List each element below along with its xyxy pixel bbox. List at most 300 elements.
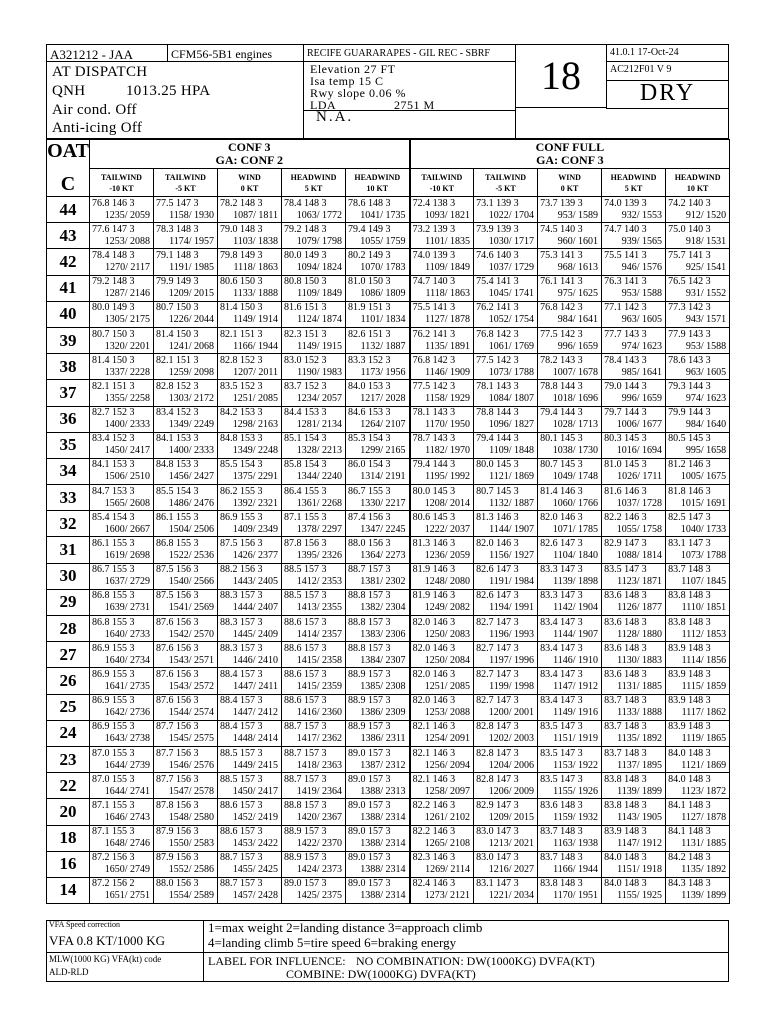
cell-weight-speed-code: 88.3 157 3 [220, 590, 263, 602]
cell-weight-speed-code: 87.1 155 3 [92, 826, 135, 838]
cell-distances: 953/ 1588 [685, 340, 727, 352]
cell-weight-speed-code: 88.6 157 3 [284, 642, 327, 654]
cell-weight-speed-code: 84.1 148 3 [668, 799, 711, 811]
table-cell [282, 458, 346, 484]
table-cell [346, 825, 410, 851]
cell-weight-speed-code: 82.1 151 3 [220, 328, 263, 340]
cell-distances: 1235/ 2059 [104, 209, 150, 221]
cell-weight-speed-code: 83.3 147 3 [540, 564, 583, 576]
cell-distances: 1147/ 1912 [617, 838, 663, 850]
cell-distances: 1174/ 1957 [169, 235, 214, 247]
cell-distances: 1107/ 1845 [681, 576, 727, 588]
table-row [47, 642, 730, 668]
cell-distances: 1109/ 1849 [297, 288, 342, 300]
table-cell [346, 301, 410, 327]
table-cell [474, 223, 538, 249]
table-cell [154, 197, 218, 223]
cell-distances: 1552/ 2586 [168, 864, 214, 876]
table-cell [410, 354, 474, 380]
table-cell [218, 406, 282, 432]
cell-weight-speed-code: 83.8 148 3 [668, 590, 711, 602]
table-cell [410, 406, 474, 432]
table-cell [154, 616, 218, 642]
cell-weight-speed-code: 76.8 142 3 [412, 354, 456, 366]
table-cell [410, 537, 474, 563]
table-cell [90, 642, 154, 668]
table-cell [602, 746, 666, 772]
cell-weight-speed-code: 86.0 154 3 [348, 459, 391, 471]
cell-weight-speed-code: 83.4 147 3 [540, 695, 583, 707]
table-cell [474, 511, 538, 537]
table-cell [538, 851, 602, 877]
cell-distances: 1328/ 2213 [296, 445, 342, 457]
cell-weight-speed-code: 83.4 147 3 [540, 668, 583, 680]
table-cell [90, 799, 154, 825]
cell-weight-speed-code: 83.8 148 3 [540, 878, 583, 890]
table-cell [602, 616, 666, 642]
cell-distances: 1055/ 1759 [360, 235, 406, 247]
cell-distances: 1506/ 2510 [104, 471, 150, 483]
cell-weight-speed-code: 80.5 145 3 [668, 433, 711, 445]
cell-weight-speed-code: 87.8 156 3 [284, 538, 327, 550]
cell-weight-speed-code: 84.0 148 3 [604, 852, 647, 864]
table-cell [410, 720, 474, 746]
cell-distances: 1109/ 1849 [425, 261, 471, 273]
table-cell [474, 537, 538, 563]
cell-weight-speed-code: 83.4 147 3 [540, 642, 583, 654]
cell-distances: 1281/ 2134 [296, 419, 342, 431]
cell-weight-speed-code: 86.1 155 3 [156, 511, 199, 523]
table-cell [346, 458, 410, 484]
cell-weight-speed-code: 81.4 150 3 [92, 354, 135, 366]
table-cell [410, 642, 474, 668]
oat-value: 34 [47, 458, 90, 484]
table-cell [410, 485, 474, 511]
cell-weight-speed-code: 87.5 156 3 [156, 590, 199, 602]
cell-distances: 1452/ 2419 [232, 811, 278, 823]
vfa-value: VFA 0.8 KT/1000 KG [49, 933, 166, 948]
table-cell [346, 851, 410, 877]
cell-distances: 1087/ 1811 [233, 209, 278, 221]
cell-weight-speed-code: 88.7 157 3 [284, 721, 327, 733]
table-cell [90, 877, 154, 903]
table-cell [90, 406, 154, 432]
cell-distances: 1641/ 2735 [104, 680, 150, 692]
cell-distances: 1256/ 2094 [424, 759, 471, 771]
cell-distances: 1600/ 2667 [104, 523, 150, 535]
cell-weight-speed-code: 88.6 157 3 [284, 616, 327, 628]
table-cell [218, 275, 282, 301]
cell-weight-speed-code: 87.6 156 3 [156, 616, 199, 628]
table-cell [474, 432, 538, 458]
cell-distances: 943/ 1571 [685, 314, 727, 326]
cell-distances: 1273/ 2121 [424, 890, 471, 902]
cell-distances: 1344/ 2240 [296, 471, 342, 483]
cell-distances: 1640/ 2734 [104, 654, 150, 666]
table-cell [154, 642, 218, 668]
cell-distances: 1643/ 2738 [104, 733, 150, 745]
cell-weight-speed-code: 86.8 155 3 [92, 616, 135, 628]
cell-weight-speed-code: 86.9 155 3 [92, 668, 135, 680]
oat-value: 14 [47, 877, 90, 903]
cell-weight-speed-code: 82.3 146 3 [412, 852, 456, 864]
cell-weight-speed-code: 83.7 148 3 [668, 564, 711, 576]
column-header [474, 169, 538, 197]
cell-distances: 1298/ 2163 [232, 419, 278, 431]
cell-weight-speed-code: 84.8 153 3 [220, 433, 263, 445]
cell-weight-speed-code: 79.0 144 3 [604, 380, 647, 392]
table-cell [218, 380, 282, 406]
cell-weight-speed-code: 83.9 148 3 [668, 721, 711, 733]
conffull-header [410, 140, 730, 169]
cell-distances: 1412/ 2353 [296, 576, 342, 588]
cell-distances: 1384/ 2307 [360, 654, 406, 666]
cell-distances: 960/ 1601 [557, 235, 599, 247]
table-cell [410, 616, 474, 642]
cell-weight-speed-code: 82.8 147 3 [476, 747, 519, 759]
table-row [47, 380, 730, 406]
table-cell [218, 485, 282, 511]
cell-distances: 1314/ 2191 [360, 471, 406, 483]
table-cell [666, 432, 730, 458]
table-cell [154, 746, 218, 772]
cell-weight-speed-code: 76.8 142 3 [476, 328, 519, 340]
cell-distances: 984/ 1640 [685, 419, 727, 431]
cell-distances: 1650/ 2749 [104, 864, 150, 876]
table-cell [282, 851, 346, 877]
table-row [47, 327, 730, 353]
table-cell [474, 249, 538, 275]
ga-conf3-label: GA: CONF 3 [536, 153, 604, 168]
table-cell [666, 668, 730, 694]
table-cell [90, 851, 154, 877]
table-cell [602, 694, 666, 720]
table-cell [410, 249, 474, 275]
cell-distances: 1137/ 1895 [617, 759, 663, 771]
cell-distances: 1416/ 2360 [296, 707, 342, 719]
table-cell [410, 563, 474, 589]
table-cell [602, 327, 666, 353]
cell-distances: 953/ 1589 [557, 209, 599, 221]
table-cell [538, 380, 602, 406]
cell-distances: 985/ 1641 [621, 366, 663, 378]
cell-weight-speed-code: 82.2 146 3 [604, 511, 647, 523]
column-header [602, 169, 666, 197]
table-cell [154, 275, 218, 301]
cell-distances: 1447/ 2412 [232, 707, 278, 719]
air-cond-label: Air cond. Off [52, 102, 137, 118]
cell-distances: 1261/ 2102 [424, 811, 471, 823]
cell-weight-speed-code: 83.6 148 3 [604, 642, 647, 654]
table-cell [154, 249, 218, 275]
cell-distances: 1234/ 2057 [296, 392, 342, 404]
cell-distances: 1123/ 1871 [617, 576, 663, 588]
cell-distances: 1112/ 1853 [681, 628, 727, 640]
cell-distances: 1182/ 1970 [425, 445, 471, 457]
cell-weight-speed-code: 82.9 147 3 [604, 538, 647, 550]
table-cell [218, 851, 282, 877]
column-header-wind: HEADWIND [354, 172, 401, 182]
cell-distances: 1202/ 2003 [488, 733, 535, 745]
cell-weight-speed-code: 77.5 142 3 [540, 328, 583, 340]
column-header-speed: 5 KT [624, 183, 643, 193]
table-cell [474, 406, 538, 432]
cell-weight-speed-code: 76.8 146 3 [92, 197, 135, 209]
table-cell [346, 432, 410, 458]
cell-weight-speed-code: 76.2 141 3 [412, 328, 456, 340]
table-cell [602, 249, 666, 275]
table-cell [538, 773, 602, 799]
cell-distances: 1213/ 2021 [488, 838, 535, 850]
table-cell [602, 589, 666, 615]
cell-distances: 1060/ 1766 [552, 497, 599, 509]
column-header-speed: -10 KT [429, 183, 454, 193]
cell-distances: 1648/ 2746 [104, 838, 150, 850]
table-cell [282, 773, 346, 799]
table-cell [538, 720, 602, 746]
cell-distances: 1619/ 2698 [104, 550, 150, 562]
cell-distances: 1221/ 2034 [488, 890, 535, 902]
table-cell [410, 458, 474, 484]
cell-distances: 1170/ 1951 [553, 890, 599, 902]
cell-weight-speed-code: 89.0 157 3 [284, 878, 327, 890]
cell-distances: 1130/ 1883 [617, 654, 663, 666]
cell-distances: 1127/ 1878 [425, 314, 471, 326]
cell-weight-speed-code: 81.9 146 3 [412, 564, 456, 576]
cell-weight-speed-code: 86.7 155 3 [348, 485, 391, 497]
table-cell [666, 406, 730, 432]
cell-distances: 1548/ 2580 [168, 811, 214, 823]
table-cell [538, 537, 602, 563]
cell-weight-speed-code: 73.1 139 3 [476, 197, 519, 209]
cell-distances: 1166/ 1944 [553, 864, 599, 876]
table-cell [474, 851, 538, 877]
cell-distances: 1258/ 2097 [424, 785, 471, 797]
oat-value: 37 [47, 380, 90, 406]
cell-distances: 932/ 1553 [621, 209, 663, 221]
cell-weight-speed-code: 80.6 145 3 [412, 511, 456, 523]
cell-distances: 1135/ 1892 [617, 733, 663, 745]
table-cell [602, 720, 666, 746]
table-cell [154, 877, 218, 903]
table-cell [346, 642, 410, 668]
mlw-label: MLW(1000 KG) VFA(kt) code [49, 954, 162, 964]
cell-distances: 1194/ 1991 [489, 602, 535, 614]
table-cell [666, 197, 730, 223]
cell-weight-speed-code: 87.9 156 3 [156, 826, 199, 838]
cell-weight-speed-code: 81.4 150 3 [156, 328, 199, 340]
table-row [47, 668, 730, 694]
oat-value: 20 [47, 799, 90, 825]
table-cell [282, 825, 346, 851]
cell-distances: 1155/ 1925 [617, 890, 663, 902]
table-cell [410, 275, 474, 301]
table-cell [538, 799, 602, 825]
cell-weight-speed-code: 80.7 150 3 [156, 302, 199, 314]
qnh-label: QNH [52, 83, 86, 99]
cell-distances: 996/ 1659 [621, 392, 663, 404]
table-cell [410, 589, 474, 615]
cell-distances: 1305/ 2175 [104, 314, 150, 326]
cell-distances: 1550/ 2583 [168, 838, 214, 850]
table-cell [538, 327, 602, 353]
cell-weight-speed-code: 81.2 146 3 [668, 459, 711, 471]
table-cell [410, 380, 474, 406]
cell-weight-speed-code: 83.9 148 3 [668, 695, 711, 707]
table-cell [90, 589, 154, 615]
cell-distances: 1209/ 2015 [168, 288, 214, 300]
cell-distances: 975/ 1625 [557, 288, 599, 300]
cell-weight-speed-code: 88.6 157 3 [220, 799, 263, 811]
table-row [47, 746, 730, 772]
cell-distances: 1388/ 2314 [360, 838, 406, 850]
cell-weight-speed-code: 83.8 148 3 [668, 616, 711, 628]
cell-distances: 1504/ 2506 [168, 523, 214, 535]
column-header-speed: 10 KT [366, 183, 389, 193]
cell-distances: 1139/ 1899 [681, 890, 727, 902]
table-cell [218, 668, 282, 694]
na-label: N.A. [316, 109, 354, 125]
table-cell [346, 589, 410, 615]
cell-weight-speed-code: 84.0 153 3 [348, 380, 391, 392]
cell-weight-speed-code: 83.4 147 3 [540, 616, 583, 628]
cell-weight-speed-code: 87.5 156 3 [220, 538, 263, 550]
table-cell [346, 380, 410, 406]
cell-distances: 1522/ 2536 [168, 550, 214, 562]
table-cell [282, 642, 346, 668]
cell-distances: 1086/ 1809 [360, 288, 406, 300]
table-cell [666, 354, 730, 380]
table-cell [474, 589, 538, 615]
cell-weight-speed-code: 78.2 148 3 [220, 197, 263, 209]
cell-weight-speed-code: 75.4 141 3 [476, 276, 519, 288]
cell-weight-speed-code: 79.9 144 3 [668, 407, 711, 419]
cell-distances: 1135/ 1892 [681, 864, 727, 876]
cell-distances: 1199/ 1998 [489, 680, 535, 692]
oat-value: 28 [47, 616, 90, 642]
cell-distances: 1640/ 2733 [104, 628, 150, 640]
table-cell [666, 720, 730, 746]
table-cell [218, 773, 282, 799]
cell-weight-speed-code: 86.9 155 3 [92, 695, 135, 707]
table-cell [538, 668, 602, 694]
table-cell [282, 616, 346, 642]
cell-weight-speed-code: 85.5 154 3 [156, 485, 199, 497]
influence-label: LABEL FOR INFLUENCE: [208, 954, 346, 968]
cell-distances: 931/ 1552 [685, 288, 727, 300]
table-cell [666, 301, 730, 327]
table-cell [410, 301, 474, 327]
cell-weight-speed-code: 88.9 157 3 [348, 695, 391, 707]
cell-weight-speed-code: 80.6 150 3 [220, 276, 263, 288]
cell-weight-speed-code: 88.6 157 3 [220, 826, 263, 838]
table-cell [666, 589, 730, 615]
oat-value: 18 [47, 825, 90, 851]
table-cell [282, 799, 346, 825]
table-cell [666, 380, 730, 406]
table-row [47, 223, 730, 249]
cell-distances: 1197/ 1996 [489, 654, 535, 666]
table-cell [154, 354, 218, 380]
cell-weight-speed-code: 75.7 141 3 [668, 249, 711, 261]
cell-distances: 1143/ 1905 [617, 811, 663, 823]
cell-distances: 1644/ 2741 [104, 785, 150, 797]
cell-weight-speed-code: 82.1 146 3 [412, 721, 456, 733]
cell-weight-speed-code: 78.8 144 3 [540, 380, 583, 392]
cell-distances: 1259/ 2098 [168, 366, 214, 378]
table-cell [538, 458, 602, 484]
cell-weight-speed-code: 86.7 155 3 [92, 564, 135, 576]
cell-weight-speed-code: 76.2 141 3 [476, 302, 519, 314]
cell-distances: 1049/ 1748 [552, 471, 599, 483]
cell-distances: 1544/ 2574 [168, 707, 214, 719]
table-cell [218, 720, 282, 746]
cell-distances: 1264/ 2107 [360, 419, 406, 431]
cell-distances: 1639/ 2731 [104, 602, 150, 614]
table-cell [666, 746, 730, 772]
cell-distances: 1070/ 1783 [360, 261, 406, 273]
column-header-speed: -10 KT [109, 183, 134, 193]
cell-weight-speed-code: 73.9 139 3 [476, 223, 519, 235]
cell-weight-speed-code: 80.7 145 3 [540, 459, 583, 471]
cell-distances: 1018/ 1696 [552, 392, 599, 404]
table-cell [282, 563, 346, 589]
cell-weight-speed-code: 88.4 157 3 [220, 668, 263, 680]
table-cell [538, 511, 602, 537]
table-cell [154, 720, 218, 746]
table-cell [282, 720, 346, 746]
anti-icing-label: Anti-icing Off [52, 120, 143, 136]
table-cell [154, 380, 218, 406]
cell-distances: 1126/ 1877 [617, 602, 663, 614]
column-header-speed: 5 KT [304, 183, 323, 193]
table-cell [538, 354, 602, 380]
ald-label: ALD-RLD [49, 967, 89, 977]
table-cell [154, 799, 218, 825]
table-cell [538, 432, 602, 458]
table-cell [666, 642, 730, 668]
cell-weight-speed-code: 88.8 157 3 [348, 642, 391, 654]
cell-distances: 1144/ 1907 [489, 523, 535, 535]
cell-weight-speed-code: 83.4 152 3 [92, 433, 135, 445]
cell-distances: 1153/ 1922 [553, 759, 599, 771]
table-cell [282, 485, 346, 511]
cell-weight-speed-code: 82.3 151 3 [284, 328, 327, 340]
cell-distances: 1204/ 2006 [488, 759, 535, 771]
cell-distances: 1456/ 2427 [168, 471, 214, 483]
table-cell [602, 275, 666, 301]
table-cell [282, 589, 346, 615]
cell-distances: 1415/ 2359 [296, 680, 342, 692]
cell-weight-speed-code: 80.8 150 3 [284, 276, 327, 288]
table-cell [346, 485, 410, 511]
table-cell [282, 380, 346, 406]
table-cell [538, 275, 602, 301]
table-cell [666, 694, 730, 720]
cell-weight-speed-code: 82.8 147 3 [476, 773, 519, 785]
table-cell [666, 563, 730, 589]
cell-weight-speed-code: 89.0 157 3 [348, 799, 391, 811]
table-row [47, 354, 730, 380]
dispatch-label: AT DISPATCH [52, 64, 148, 80]
table-cell [474, 301, 538, 327]
cell-distances: 1386/ 2309 [360, 707, 406, 719]
table-cell [538, 589, 602, 615]
cell-distances: 1119/ 1865 [681, 733, 727, 745]
cell-distances: 1400/ 2333 [168, 445, 214, 457]
cell-distances: 1388/ 2314 [360, 864, 406, 876]
table-cell [346, 275, 410, 301]
